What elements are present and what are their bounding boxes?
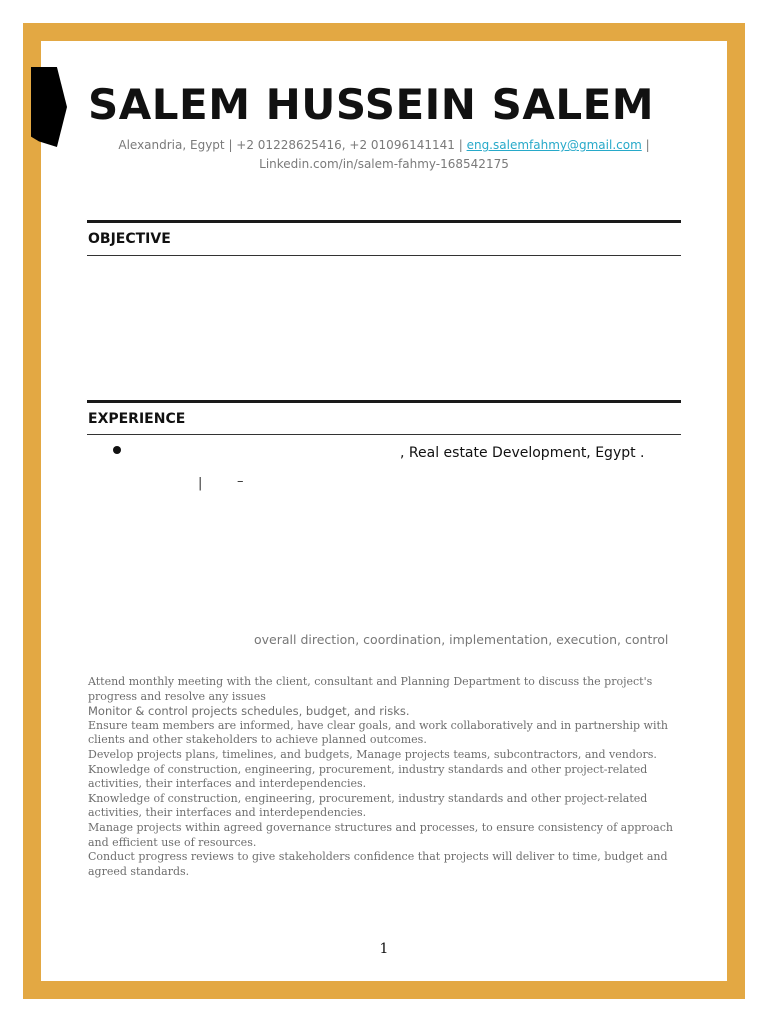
duty-item: Knowledge of construction, engineering, procurement, industry standards and other project-related activities, their interfaces and interdependencies. xyxy=(88,762,648,791)
duty-item: Monitor & control projects schedules, budget, and risks. xyxy=(88,704,410,719)
contact-location-phones: Alexandria, Egypt | +2 01228625416, +2 01096141141 | xyxy=(118,138,467,152)
experience-heading: EXPERIENCE xyxy=(88,411,186,427)
objective-heading: OBJECTIVE xyxy=(88,231,171,247)
job-summary-fragment: overall direction, coordination, implementation, execution, control xyxy=(254,632,669,647)
experience-rule-bottom xyxy=(87,434,681,435)
duty-item: Ensure team members are informed, have clear goals, and work collaboratively and in partnership with clients and other stakeholders to achieve planned outcomes. xyxy=(88,718,668,747)
bullet-icon xyxy=(113,446,121,454)
duty-item: Develop projects plans, timelines, and budgets, Manage projects teams, subcontractors, and vendors. xyxy=(88,747,657,761)
email-link[interactable]: eng.salemfahmy@gmail.com xyxy=(466,138,642,152)
duty-item: Knowledge of construction, engineering, procurement, industry standards and other project-related activities, their interfaces and interdependencies. xyxy=(88,791,648,820)
job-company-line: , Real estate Development, Egypt . xyxy=(400,445,645,461)
objective-rule-bottom xyxy=(87,255,681,256)
page-number: 1 xyxy=(379,941,389,957)
experience-rule-top xyxy=(87,400,681,403)
objective-rule-top xyxy=(87,220,681,223)
candidate-name: SALEM HUSSEIN SALEM xyxy=(88,80,655,129)
duty-item: Attend monthly meeting with the client, consultant and Planning Department to discuss the project's progress and resolve any issues xyxy=(88,675,653,703)
contact-separator: | xyxy=(641,138,650,152)
duties-list xyxy=(88,675,678,879)
job-date-dash: – xyxy=(237,474,244,489)
job-separator: | xyxy=(198,476,203,491)
duty-item: Manage projects within agreed governance structures and processes, to ensure consistency of approach and efficient use of resources. xyxy=(88,820,673,849)
contact-line xyxy=(88,138,680,152)
duty-item: Conduct progress reviews to give stakeholders confidence that projects will deliver to time, budget and agreed standards. xyxy=(88,850,668,878)
linkedin-url: Linkedin.com/in/salem-fahmy-168542175 xyxy=(259,157,509,171)
